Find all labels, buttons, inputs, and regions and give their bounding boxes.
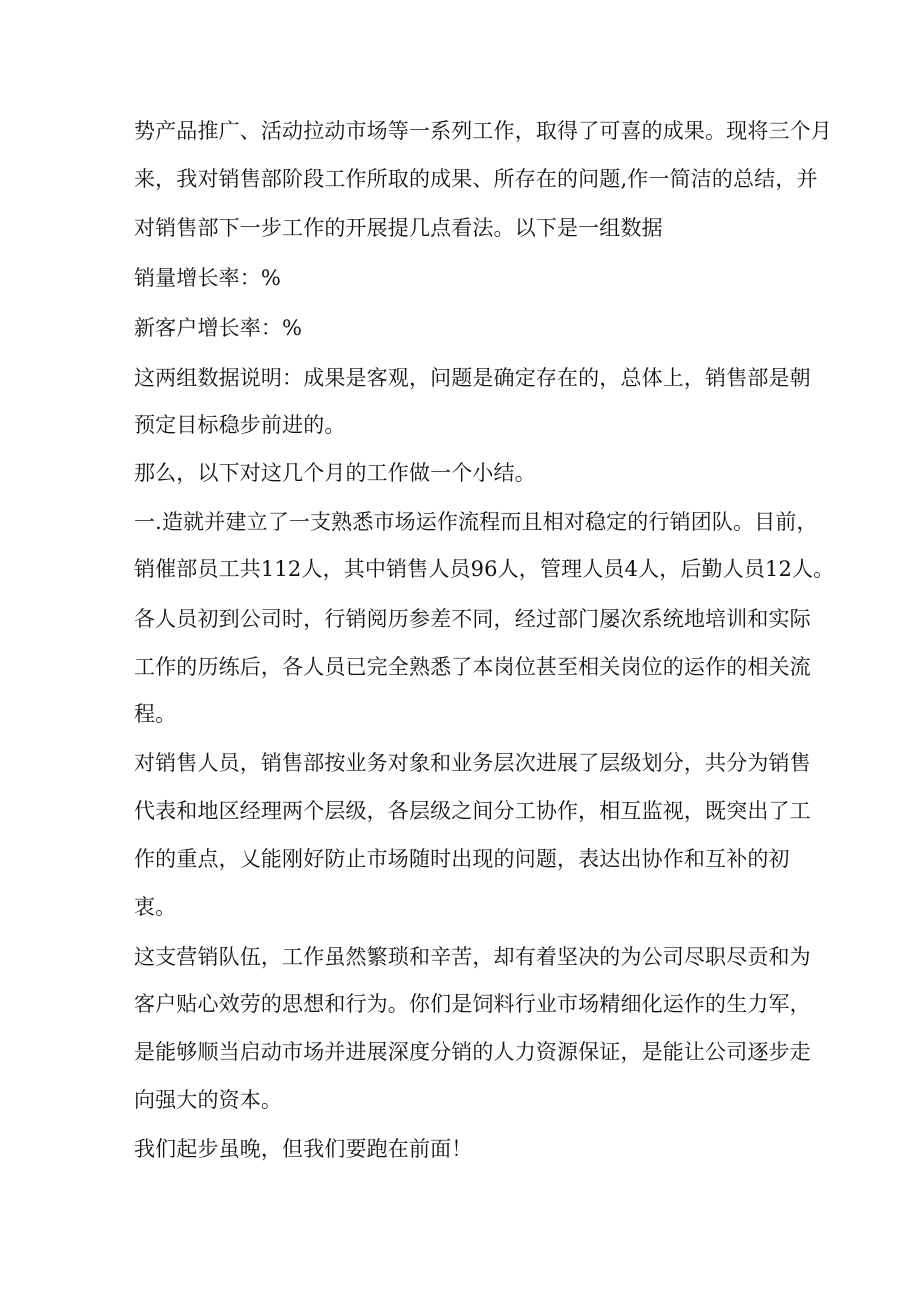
text-line: 来，我对销售部阶段工作所取的成果、所存在的问题,作一简洁的总结，并 [134,167,818,191]
text-line: 这两组数据说明：成果是客观，问题是确定存在的，总体上，销售部是朝 [134,366,811,390]
text-line: 是能够顺当启动市场并进展深度分销的人力资源保证，是能让公司逐步走 [134,1040,811,1064]
text-line: 作的重点，乂能刚好防止市场随时出现的问题，表达出协作和互补的初 [134,847,790,871]
text-line: 势产品推广、活动拉动市场等一系列工作，取得了可喜的成果。现将三个月 [134,119,832,143]
text-line: 那么，以下对这几个月的工作做一个小结。 [134,461,536,485]
text-line: 新客户增长率：% [134,316,303,340]
text-line: 销量增长率：% [134,266,282,290]
text-line: 衷。 [134,895,177,919]
text-line: 代表和地区经理两个层级，各层级之间分工协作，相互监视，既突出了工 [134,799,811,823]
text-line: 对销售部下一步工作的开展提几点看法。以下是一组数据 [134,216,663,240]
text-line: 这支营销队伍，工作虽然繁琐和辛苦，却有着坚决的为公司尽职尽贡和为 [134,945,811,969]
text-line: 销催部员工共112人，其中销售人员96人，管理人员4人，后勤人员12人。 [134,557,835,581]
text-line: 我们起步虽晚，但我们要跑在前面！ [134,1137,473,1161]
text-line: 工作的历练后，各人员已完全熟悉了本岗位甚至相关岗位的运作的相关流 [134,655,811,679]
text-line: 预定目标稳步前进的。 [134,413,346,437]
text-line: 程。 [134,702,177,726]
text-line: 向强大的资本。 [134,1088,283,1112]
text-line: 客户贴心效劳的思想和行为。你们是饲料行业市场精细化运作的生力军， [134,992,811,1016]
text-line: 一.造就并建立了一支熟悉市场运作流程而且相对稳定的行销团队。目前， [134,510,818,534]
text-line: 对销售人员，销售部按业务对象和业务层次进展了层级划分，共分为销售 [134,751,811,775]
text-line: 各人员初到公司时，行销阅历参差不同，经过部门屡次系统地培训和实际 [134,607,811,631]
